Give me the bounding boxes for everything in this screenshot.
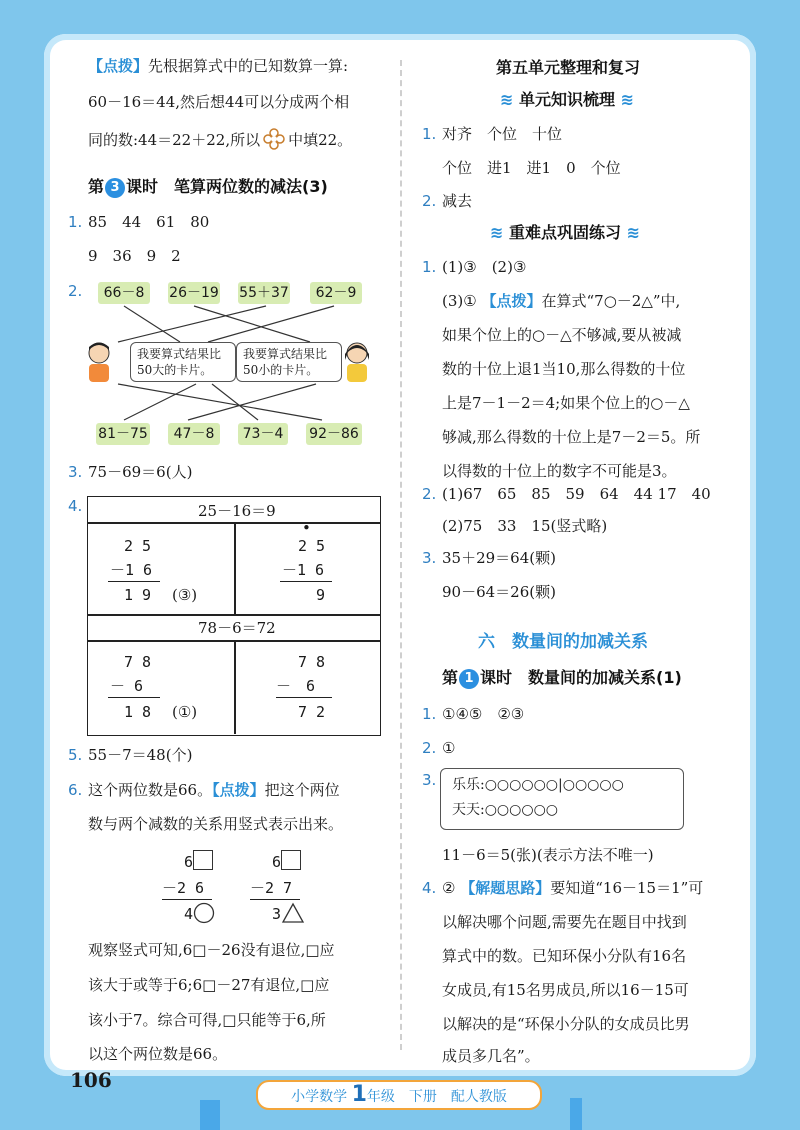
p2-line-2: (2)75 33 15(竖式略): [442, 517, 608, 535]
p1-number: 1.: [422, 258, 437, 276]
s4-line-1: [442, 878, 703, 898]
s2-answer: ①: [442, 739, 456, 757]
p1-line-6: 够减,那么得数的十位上是7－2＝5。所: [442, 428, 701, 446]
s4-text: ②: [442, 879, 456, 897]
q6-line-1: [88, 780, 340, 800]
section-title: 单元知识梳理: [518, 90, 615, 109]
calc-line: －1 6: [110, 561, 153, 579]
card-bottom-4: 92－86: [306, 423, 362, 445]
table-rule: [88, 614, 380, 616]
r1-line-1: 对齐 个位 十位: [442, 125, 563, 143]
q6-line-5: 该小于7。综合可得,□只能等于6,所: [88, 1011, 326, 1029]
bookmark-strip: [570, 1098, 582, 1130]
section-heading-1: [500, 90, 634, 110]
q2-number: 2.: [68, 282, 83, 300]
p1-line-5: 上是7－1－2＝4;如果个位上的○－△: [442, 394, 690, 412]
q6-line-6: 以这个两位数是66。: [88, 1045, 228, 1063]
s1-number: 1.: [422, 705, 437, 723]
s3-equation: 11－6＝5(张)(表示方法不唯一): [442, 846, 654, 864]
chapter-title: 六 数量间的加减关系: [478, 632, 648, 652]
line-3: [118, 306, 266, 342]
q5-answer: 55－7＝48(个): [88, 746, 193, 764]
lesson-number-badge: 1: [459, 669, 479, 689]
digit: 6: [272, 853, 282, 871]
q1-line-1: 85 44 61 80: [88, 213, 210, 231]
hint-tag: 【点拨】: [212, 781, 265, 799]
p1-line-7: 以得数的十位上的数字不可能是3。: [442, 462, 677, 480]
table-1-header: 25－16＝9: [198, 502, 276, 520]
p2-line-1: (1)67 65 85 59 64 44 17 40: [442, 485, 711, 503]
vertical-calc-2-mid: －2 7: [250, 879, 293, 897]
calc-line: 9: [316, 586, 326, 604]
vertical-calc-2-bot: [272, 902, 305, 924]
line-5: [118, 384, 322, 420]
table-rule: [234, 641, 236, 734]
r1-number: 1.: [422, 125, 437, 143]
card-top-4: 62－9: [310, 282, 362, 304]
table-rule: [234, 522, 236, 614]
q6-line-4: 该大于或等于6;6□－27有退位,□应: [88, 976, 330, 994]
vertical-calc-2-top: [272, 850, 301, 872]
hint-line-3: [88, 128, 352, 150]
q4-number: 4.: [68, 497, 83, 515]
wave-icon: ≋: [620, 90, 634, 109]
choice-mark: (①): [172, 703, 198, 721]
wave-icon: ≋: [626, 223, 640, 242]
calc-rule: [276, 697, 332, 698]
line-1: [124, 306, 180, 342]
s4-line-2: 以解决哪个问题,需要先在题目中找到: [442, 913, 687, 931]
s4-line-3: 算式中的数。已知环保小分队有16名: [442, 947, 687, 965]
footer-grade-number: 1: [351, 1082, 367, 1107]
unit-title: 第五单元整理和复习: [496, 58, 641, 77]
speech-bubble-left: 我要算式结果比50大的卡片。: [130, 342, 236, 382]
s4-text: 要知道“16－15＝1”可: [550, 879, 704, 897]
q6-text: 这个两位数是66。: [88, 781, 213, 799]
vertical-calc-1-top: [184, 850, 213, 872]
calc-line: 2 5: [298, 537, 326, 555]
lesson-number-badge: 3: [105, 178, 125, 198]
q1-number: 1.: [68, 213, 83, 231]
lesson-title: 课时 数量间的加减关系(1): [480, 668, 682, 687]
circle-icon: [193, 902, 215, 924]
hint-tag: 【点拨】: [481, 292, 542, 310]
r2-line-1: 减去: [442, 192, 473, 210]
calc-rule: [250, 899, 300, 900]
digit: 6: [184, 853, 194, 871]
p1-line-3: 如果个位上的○－△不够减,要从被减: [442, 326, 682, 344]
table-2-header: 78－6＝72: [198, 619, 276, 637]
column-divider: [400, 60, 402, 1050]
circle-row-tiantian: 天天:○○○○○○: [452, 802, 559, 818]
q3-number: 3.: [68, 463, 83, 481]
p1-text: (3)①: [442, 292, 477, 310]
flower-icon: [260, 128, 288, 150]
p1-line-1: (1)③ (2)③: [442, 258, 527, 276]
hint-text: 中填22。: [288, 131, 353, 149]
q6-number: 6.: [68, 781, 83, 799]
lesson-title: 课时 笔算两位数的减法(3): [126, 177, 328, 196]
girl-icon: [340, 340, 374, 384]
card-bottom-3: 73－4: [238, 423, 288, 445]
footer-subject: 小学数学: [291, 1089, 348, 1105]
wave-icon: ≋: [500, 90, 514, 109]
section-heading-2: [490, 223, 640, 243]
vertical-calc-1-bot: [184, 902, 215, 924]
vertical-calc-1-mid: －2 6: [162, 879, 205, 897]
s1-answer: ①④⑤ ②③: [442, 705, 525, 723]
hint-line-2: 60－16＝44,然后想44可以分成两个相: [88, 93, 350, 111]
card-bottom-1: 81－75: [96, 423, 150, 445]
card-bottom-2: 47－8: [168, 423, 220, 445]
card-top-2: 26－19: [168, 282, 220, 304]
calc-line: －1 6: [282, 561, 325, 579]
calc-rule: [108, 581, 160, 582]
r2-number: 2.: [422, 192, 437, 210]
triangle-icon: [281, 902, 305, 924]
choice-mark: (③): [172, 586, 198, 604]
calc-line: 7 8: [298, 653, 326, 671]
section-title: 重难点巩固练习: [508, 223, 621, 242]
calc-line: － 6: [276, 677, 316, 695]
calc-line: － 6: [110, 677, 144, 695]
q3-answer: 75－69＝6(人): [88, 463, 193, 481]
footer-grade: 年级 下册 配人教版: [366, 1089, 507, 1105]
p2-number: 2.: [422, 485, 437, 503]
p1-line-4: 数的十位上退1当10,那么得数的十位: [442, 360, 686, 378]
calc-rule: [162, 899, 212, 900]
hint-line-1: [88, 56, 348, 76]
p3-number: 3.: [422, 549, 437, 567]
s4-line-6: 成员多几名”。: [442, 1047, 540, 1065]
hint-text: 先根据算式中的已知数算一算:: [148, 57, 349, 75]
boy-icon: [82, 340, 116, 384]
blank-square-icon: [193, 850, 213, 870]
lesson-prefix: 第: [88, 177, 105, 196]
book-footer: [256, 1080, 542, 1110]
digit: 3: [272, 905, 282, 923]
line-2: [194, 306, 310, 342]
calc-line: 1 8: [124, 703, 152, 721]
wave-icon: ≋: [490, 223, 504, 242]
s3-number: 3.: [422, 771, 437, 789]
r1-line-2: 个位 进1 进1 0 个位: [442, 159, 621, 177]
s4-line-4: 女成员,有15名男成员,所以16－15可: [442, 981, 689, 999]
calc-line: 7 2: [298, 703, 326, 721]
s4-number: 4.: [422, 879, 437, 897]
q6-text: 把这个两位: [264, 781, 340, 799]
q1-line-2: 9 36 9 2: [88, 247, 181, 265]
calc-rule: [280, 581, 332, 582]
digit: 4: [184, 905, 194, 923]
circle-row-lele: 乐乐:○○○○○○|○○○○○: [452, 777, 624, 793]
card-top-3: 55＋37: [238, 282, 290, 304]
q6-line-3: 观察竖式可知,6□－26没有退位,□应: [88, 941, 335, 959]
hint-text: 同的数:44＝22＋22,所以: [88, 131, 261, 149]
p1-line-2: [442, 291, 680, 311]
p3-line-2: 90－64＝26(颗): [442, 583, 556, 601]
line-4: [208, 306, 334, 342]
blank-square-icon: [281, 850, 301, 870]
calc-rule: [108, 697, 160, 698]
p1-text: 在算式“7○－2△”中,: [541, 292, 681, 310]
q6-line-2: 数与两个减数的关系用竖式表示出来。: [88, 815, 344, 833]
calc-line: 1 9: [124, 586, 152, 604]
s2-number: 2.: [422, 739, 437, 757]
hint-tag: 【解题思路】: [460, 879, 551, 897]
lesson-heading-2: [442, 668, 682, 689]
p3-line-1: 35＋29＝64(颗): [442, 549, 556, 567]
lesson-heading: [88, 177, 328, 198]
borrow-dot: •: [302, 519, 311, 537]
s4-line-5: 以解决的是“环保小分队的女成员比男: [442, 1015, 690, 1033]
lesson-prefix: 第: [442, 668, 459, 687]
hint-tag: 【点拨】: [88, 57, 149, 75]
q5-number: 5.: [68, 746, 83, 764]
bookmark-strip: [200, 1100, 220, 1130]
page-number: 106: [70, 1068, 112, 1092]
line-6: [124, 384, 196, 420]
speech-bubble-right: 我要算式结果比50小的卡片。: [236, 342, 342, 382]
calc-line: 7 8: [124, 653, 152, 671]
card-top-1: 66－8: [98, 282, 150, 304]
calc-line: 2 5: [124, 537, 152, 555]
